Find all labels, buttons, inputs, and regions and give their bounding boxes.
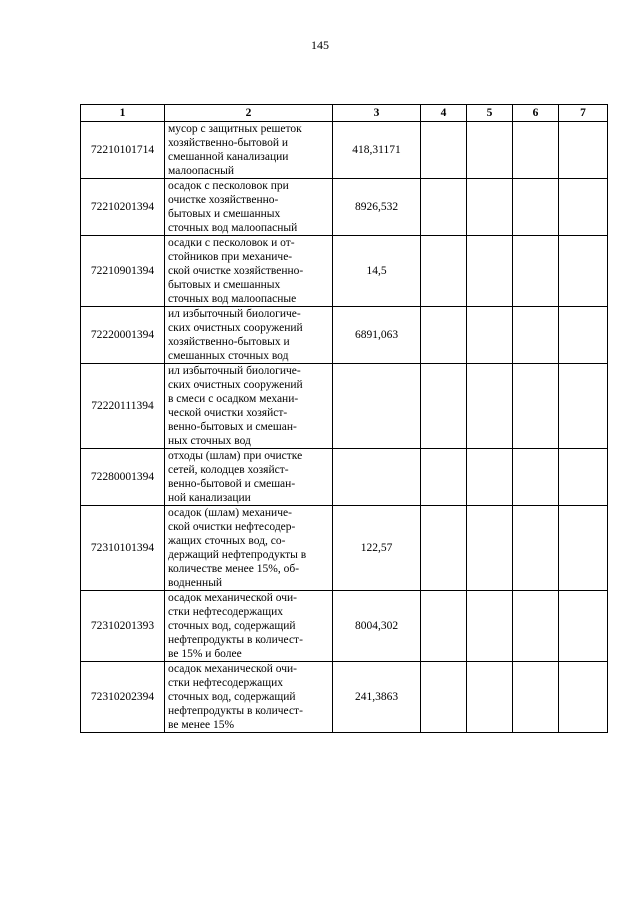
waste-code-cell: 72210901394 <box>81 236 165 307</box>
table-row <box>81 236 608 307</box>
empty-cell-col-4 <box>421 364 467 449</box>
description-line: ской очистки нефтесодер- <box>168 521 296 533</box>
table-row <box>81 179 608 236</box>
table-row <box>81 506 608 591</box>
empty-cell-col-5 <box>467 179 513 236</box>
amount-cell: 418,31171 <box>333 122 421 179</box>
empty-cell-col-7 <box>559 506 608 591</box>
description-line: отходы (шлам) при очистке <box>168 450 303 462</box>
empty-cell-col-6 <box>513 449 559 506</box>
description-line: смешанной канализации <box>168 151 289 163</box>
waste-table <box>80 104 608 733</box>
waste-description-cell <box>165 449 333 506</box>
description-line: осадок с песколовок при <box>168 180 289 192</box>
empty-cell-col-6 <box>513 662 559 733</box>
waste-code-cell: 72280001394 <box>81 449 165 506</box>
empty-cell-col-4 <box>421 122 467 179</box>
column-header: 5 <box>467 105 513 122</box>
description-line: сетей, колодцев хозяйст- <box>168 464 289 476</box>
empty-cell-col-6 <box>513 122 559 179</box>
empty-cell-col-7 <box>559 307 608 364</box>
amount-cell <box>333 449 421 506</box>
waste-code-cell: 72210201394 <box>81 179 165 236</box>
page-number: 145 <box>311 38 329 52</box>
empty-cell-col-5 <box>467 122 513 179</box>
waste-code-cell: 72310101394 <box>81 506 165 591</box>
description-line: нефтепродукты в количест- <box>168 634 303 646</box>
empty-cell-col-5 <box>467 307 513 364</box>
empty-cell-col-4 <box>421 179 467 236</box>
description-line: ческой очистки хозяйст- <box>168 407 288 419</box>
waste-description-cell <box>165 662 333 733</box>
description-line: в смеси с осадком механи- <box>168 393 299 405</box>
description-line: хозяйственно-бытовых и <box>168 336 290 348</box>
empty-cell-col-5 <box>467 662 513 733</box>
description-line: водненный <box>168 577 223 589</box>
description-line: стки нефтесодержащих <box>168 606 284 618</box>
waste-description-cell <box>165 364 333 449</box>
waste-description-cell <box>165 122 333 179</box>
description-line: осадок механической очи- <box>168 592 297 604</box>
description-line: сточных вод малоопасный <box>168 222 298 234</box>
waste-code-cell: 72220111394 <box>81 364 165 449</box>
header-row <box>81 105 608 122</box>
description-line: осадки с песколовок и от- <box>168 237 295 249</box>
description-line: ве менее 15% <box>168 719 235 731</box>
amount-cell: 122,57 <box>333 506 421 591</box>
waste-description-cell <box>165 307 333 364</box>
description-line: стойников при механиче- <box>168 251 293 263</box>
description-line: жащих сточных вод, со- <box>168 535 286 547</box>
table-row <box>81 591 608 662</box>
empty-cell-col-5 <box>467 236 513 307</box>
empty-cell-col-7 <box>559 364 608 449</box>
description-line: бытовых и смешанных <box>168 208 281 220</box>
table-row <box>81 662 608 733</box>
description-line: венно-бытовой и смешан- <box>168 478 296 490</box>
description-line: бытовых и смешанных <box>168 279 281 291</box>
empty-cell-col-7 <box>559 662 608 733</box>
column-header: 1 <box>81 105 165 122</box>
description-line: венно-бытовых и смешан- <box>168 421 297 433</box>
empty-cell-col-5 <box>467 591 513 662</box>
column-header: 7 <box>559 105 608 122</box>
waste-description-cell <box>165 236 333 307</box>
empty-cell-col-4 <box>421 662 467 733</box>
amount-cell: 8004,302 <box>333 591 421 662</box>
description-line: осадок (шлам) механиче- <box>168 507 292 519</box>
empty-cell-col-6 <box>513 236 559 307</box>
description-line: сточных вод малоопасные <box>168 293 297 305</box>
description-line: хозяйственно-бытовой и <box>168 137 289 149</box>
column-header: 3 <box>333 105 421 122</box>
table-body <box>81 122 608 733</box>
description-line: держащий нефтепродукты в <box>168 549 307 561</box>
table-row <box>81 307 608 364</box>
amount-cell <box>333 364 421 449</box>
description-line: мусор с защитных решеток <box>168 123 302 135</box>
empty-cell-col-6 <box>513 179 559 236</box>
waste-code-cell: 72220001394 <box>81 307 165 364</box>
amount-cell: 8926,532 <box>333 179 421 236</box>
empty-cell-col-4 <box>421 591 467 662</box>
description-line: ской очистке хозяйственно- <box>168 265 304 277</box>
waste-description-cell <box>165 179 333 236</box>
waste-code-cell: 72210101714 <box>81 122 165 179</box>
amount-cell: 241,3863 <box>333 662 421 733</box>
amount-cell: 14,5 <box>333 236 421 307</box>
empty-cell-col-4 <box>421 506 467 591</box>
empty-cell-col-4 <box>421 236 467 307</box>
description-line: нефтепродукты в количест- <box>168 705 303 717</box>
description-line: ил избыточный биологиче- <box>168 365 301 377</box>
empty-cell-col-6 <box>513 506 559 591</box>
waste-description-cell <box>165 591 333 662</box>
description-line: количестве менее 15%, об- <box>168 563 300 575</box>
empty-cell-col-6 <box>513 307 559 364</box>
empty-cell-col-7 <box>559 591 608 662</box>
waste-code-cell: 72310202394 <box>81 662 165 733</box>
description-line: сточных вод, содержащий <box>168 691 296 703</box>
description-line: осадок механической очи- <box>168 663 297 675</box>
description-line: ной канализации <box>168 492 251 504</box>
waste-code-cell: 72310201393 <box>81 591 165 662</box>
empty-cell-col-7 <box>559 236 608 307</box>
empty-cell-col-7 <box>559 122 608 179</box>
description-line: очистке хозяйственно- <box>168 194 279 206</box>
description-line: ве 15% и более <box>168 648 242 660</box>
description-line: малоопасный <box>168 165 235 177</box>
description-line: ских очистных сооружений <box>168 379 303 391</box>
waste-description-cell <box>165 506 333 591</box>
description-line: ных сточных вод <box>168 435 251 447</box>
table-row <box>81 449 608 506</box>
column-header: 4 <box>421 105 467 122</box>
amount-cell: 6891,063 <box>333 307 421 364</box>
description-line: стки нефтесодержащих <box>168 677 284 689</box>
empty-cell-col-5 <box>467 506 513 591</box>
empty-cell-col-4 <box>421 449 467 506</box>
empty-cell-col-7 <box>559 179 608 236</box>
empty-cell-col-4 <box>421 307 467 364</box>
empty-cell-col-6 <box>513 364 559 449</box>
description-line: смешанных сточных вод <box>168 350 289 362</box>
description-line: ских очистных сооружений <box>168 322 303 334</box>
empty-cell-col-5 <box>467 364 513 449</box>
table-row <box>81 122 608 179</box>
empty-cell-col-5 <box>467 449 513 506</box>
description-line: сточных вод, содержащий <box>168 620 296 632</box>
column-header: 6 <box>513 105 559 122</box>
column-header: 2 <box>165 105 333 122</box>
empty-cell-col-6 <box>513 591 559 662</box>
empty-cell-col-7 <box>559 449 608 506</box>
description-line: ил избыточный биологиче- <box>168 308 301 320</box>
table-row <box>81 364 608 449</box>
